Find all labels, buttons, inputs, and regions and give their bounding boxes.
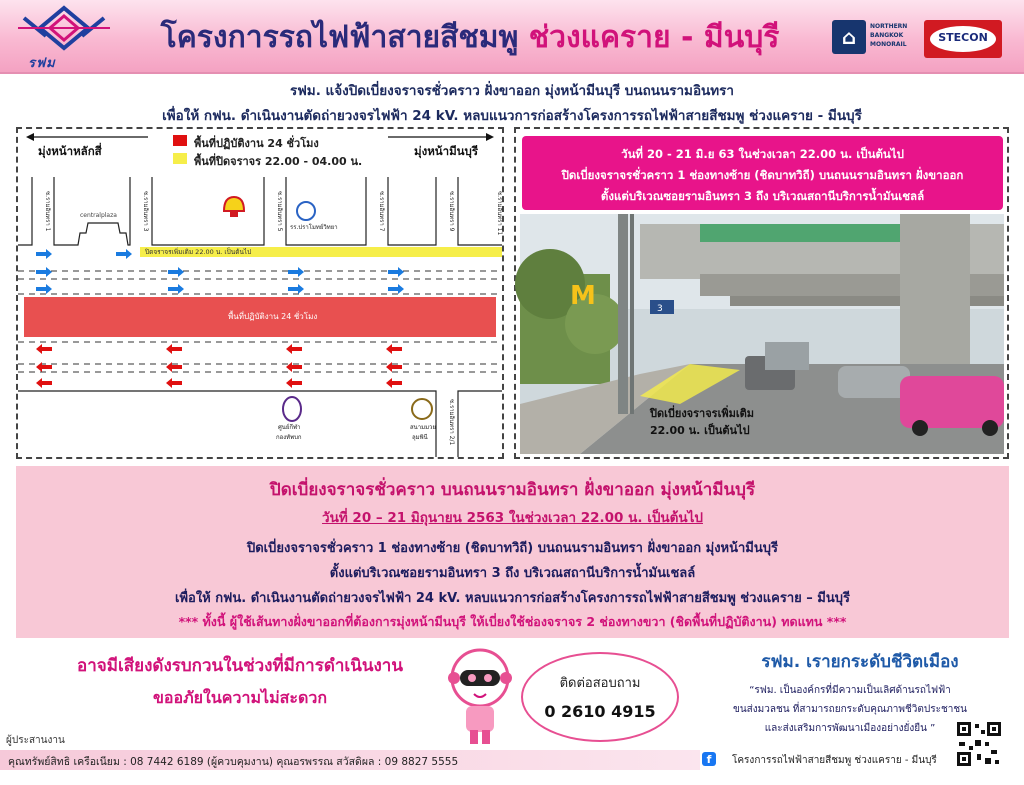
arrow-right-icon: [168, 284, 184, 294]
arrow-left-icon: [36, 378, 52, 388]
stadium-emblem-icon: [412, 399, 432, 419]
arrow-left-icon: [286, 344, 302, 354]
arrow-right-icon: [486, 133, 494, 141]
road-map-svg: [18, 129, 502, 457]
soi-label: ซ.รามอินทรา 9: [448, 191, 455, 232]
coordinator-bar: [0, 750, 700, 770]
coordinator-contacts: คุณทรัพย์สิทธิ เครือเนียม : 08 7442 6189 (ผู้ควบคุมงาน) คุณอรพรรณ สวัสดิผล : 09 8827 5555: [8, 756, 459, 768]
sport-center-label-1: ศูนย์กีฬา: [278, 424, 301, 431]
soi-label: ซ.รามอินทรา 5: [276, 191, 283, 232]
mrta-logo-text: รฟม: [28, 56, 56, 71]
north-curb-line: [18, 177, 502, 245]
arrow-left-icon: [36, 344, 52, 354]
header-banner: [0, 0, 1024, 74]
announcement-detail-2: ตั้งแต่บริเวณซอยรามอินทรา 3 ถึง บริเวณสถานีบริการน้ำมันเชลล์: [329, 566, 696, 581]
shell-logo-icon: [224, 197, 244, 217]
soi-label: ซ.รามอินทรา 1: [44, 191, 51, 232]
soi-label: ซ.รามอินทรา 3: [142, 191, 149, 232]
soi-label: ซ.รามอินทรา 11: [496, 191, 503, 236]
arrow-left-icon: [26, 133, 34, 141]
street-sign-number: 3: [657, 304, 663, 314]
arrow-right-icon: [36, 249, 52, 259]
subtitle-line-1: รฟม. แจ้งปิดเบี่ยงจราจรชั่วคราว ฝั่งขาออก มุ่งหน้ามีนบุรี บนถนนรามอินทรา: [289, 83, 735, 99]
announcement-detail-1: ปิดเบี่ยงจราจรชั่วคราว 1 ช่องทางซ้าย (ชิดบาทวิถี) บนถนนรามอินทรา ฝั่งขาออก มุ่งหน้ามีนบุรี: [246, 541, 778, 556]
arrow-right-icon: [288, 284, 304, 294]
arrow-left-icon: [286, 378, 302, 388]
arrow-left-icon: [166, 344, 182, 354]
announcement-date: วันที่ 20 – 21 มิถุนายน 2563 ในช่วงเวลา 22.00 น. เป็นต้นไป: [322, 510, 703, 526]
legend-closure-swatch: [173, 153, 187, 164]
apology-text: ขออภัยในความไม่สะดวก: [152, 688, 328, 707]
arrow-right-icon: [116, 249, 132, 259]
arrow-right-icon: [388, 284, 404, 294]
soi-label: ซ.รามอินทรา 2/1: [448, 399, 455, 446]
mrta-logo: [14, 6, 114, 71]
announcement-detail-3: เพื่อให้ กฟน. ดำเนินงานตัดถ่ายวงจรไฟฟ้า 24 kV. หลบแนวการก่อสร้างโครงการรถไฟฟ้าสายสีชมพู ช่วงแคราย – มีนบุรี: [175, 591, 850, 606]
announcement-title: ปิดเบี่ยงจราจรชั่วคราว บนถนนรามอินทรา ฝั่งขาออก มุ่งหน้ามีนบุรี: [269, 480, 756, 500]
arrow-right-icon: [168, 267, 184, 277]
arrow-right-icon: [36, 284, 52, 294]
facebook-link[interactable]: [702, 750, 952, 770]
legend-closure-label: พื้นที่ปิดจราจร 22.00 - 04.00 น.: [194, 155, 363, 168]
direction-right-label: มุ่งหน้ามีนบุรี: [414, 144, 479, 158]
arrow-right-icon: [288, 267, 304, 277]
legend-work-label: พื้นที่ปฏิบัติงาน 24 ชั่วโมง: [194, 137, 319, 150]
school-label-1: รร.ปราโมทย์วิทยา: [290, 224, 338, 231]
northern-bangkok-monorail-logo: [832, 18, 914, 60]
closure-note: ปิดจราจรเพิ่มเติม 22.00 น. เป็นต้นไป: [145, 248, 252, 256]
facebook-icon: f: [702, 752, 716, 766]
page-title-main: โครงการรถไฟฟ้าสายสีชมพู: [160, 20, 529, 55]
westbound-arrows: [36, 344, 402, 388]
arrow-left-icon: [166, 378, 182, 388]
work-zone-label: พื้นที่ปฏิบัติงาน 24 ชั่วโมง: [228, 312, 318, 321]
slogan-title: รฟม. เรายกระดับชีวิตเมือง: [761, 652, 959, 672]
legend-work-swatch: [173, 135, 187, 146]
contact-label: ติดต่อสอบถาม: [559, 676, 641, 691]
stecon-logo: [924, 20, 1002, 58]
page-title: [120, 14, 820, 61]
arrow-left-icon: [386, 344, 402, 354]
mcdonalds-sign-icon: M: [570, 281, 596, 311]
qr-code-icon[interactable]: [955, 720, 1003, 768]
site-photo-illustration: [520, 214, 1004, 454]
school-emblem-icon: [297, 202, 315, 220]
noise-warning: อาจมีเสียงดังรบกวนในช่วงที่มีการดำเนินงาน: [77, 656, 403, 676]
monorail-logo-icon: ⌂: [832, 20, 866, 54]
sport-center-label-2: กองทัพบก: [276, 434, 302, 441]
callout-line-2: ปิดเบี่ยงจราจรชั่วคราว 1 ช่องทางซ้าย (ชิดบาทวิถี) บนถนนรามอินทรา ฝั่งขาออก: [561, 168, 964, 182]
callout-line-1: วันที่ 20 - 21 มิ.ย 63 ในช่วงเวลา 22.00 น. เป็นต้นไป: [621, 147, 904, 161]
arrow-left-icon: [386, 378, 402, 388]
coordinator-label: ผู้ประสานงาน: [6, 735, 65, 746]
stecon-logo-text: STECON: [938, 31, 988, 44]
soi-label: ซ.รามอินทรา 7: [378, 191, 385, 232]
central-plaza-label: centralplaza: [80, 212, 117, 219]
site-photo-panel: [514, 127, 1009, 459]
stadium-label-2: ลุมพินี: [412, 434, 428, 441]
photo-caption: ปิดเบี่ยงจราจรเพิ่มเติม 22.00 น. เป็นต้นไป: [650, 407, 754, 437]
subtitle-line-2: เพื่อให้ กฟน. ดำเนินงานตัดถ่ายวงจรไฟฟ้า 24 kV. หลบแนวการก่อสร้างโครงการรถไฟฟ้าสายสีชมพู ช่วงแคราย - มีนบุรี: [162, 108, 862, 124]
callout-line-3: ตั้งแต่บริเวณซอยรามอินทรา 3 ถึง บริเวณสถานีบริการน้ำมันเชลล์: [600, 189, 925, 203]
stadium-label-1: สนามมวย: [410, 424, 436, 431]
arrow-right-icon: [388, 267, 404, 277]
monorail-logo-text: NORTHERN BANGKOK MONORAIL: [870, 23, 908, 48]
direction-left-label: มุ่งหน้าหลักสี่: [38, 144, 102, 158]
army-emblem-icon: [283, 397, 301, 421]
announcement-box: [16, 466, 1009, 638]
mascot-icon: [440, 642, 520, 747]
site-photo: [520, 214, 1004, 454]
mrta-logo-mark-icon: [14, 6, 114, 52]
contact-phone[interactable]: 0 2610 4915: [544, 702, 656, 721]
arrow-right-icon: [36, 267, 52, 277]
page-title-accent: ช่วงแคราย - มีนบุรี: [528, 20, 780, 55]
contact-bubble: [521, 652, 679, 742]
announcement-note: *** ทั้งนี้ ผู้ใช้เส้นทางฝั่งขาออกที่ต้องการมุ่งหน้ามีนบุรี ให้เบี่ยงใช้ช่องจราจร 2 ช่องทางขวา (ชิดพื้นที่ปฏิบัติงาน) ทดแทน ***: [178, 614, 847, 629]
schedule-callout: [522, 136, 1003, 210]
vision-quote: “รฟม. เป็นองค์กรที่มีความเป็นเลิศด้านรถไฟฟ้า ขนส่งมวลชน ที่สามารถยกระดับคุณภาพชีวิตประชาชน และส่งเสริมการพัฒนาเมืองอย่างยั่งยืน ”: [732, 685, 967, 734]
facebook-page-name: โครงการรถไฟฟ้าสายสีชมพู ช่วงแคราย - มีนบุรี: [732, 755, 937, 766]
traffic-diagram: [16, 127, 504, 459]
